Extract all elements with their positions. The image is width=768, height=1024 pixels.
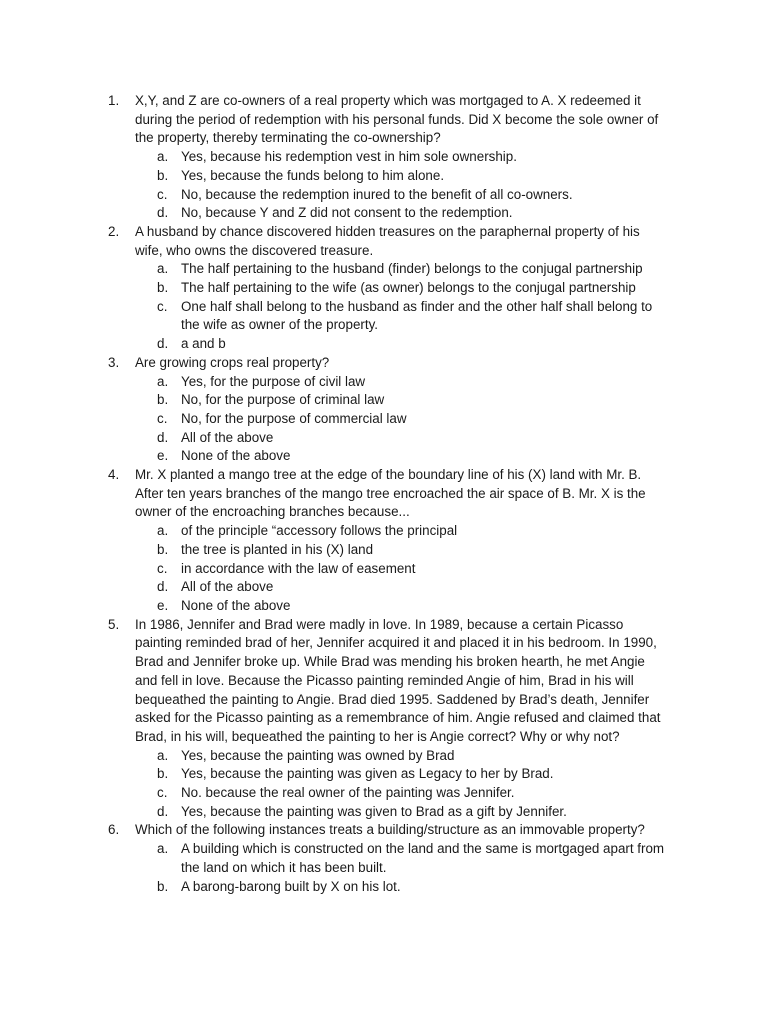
choice-text: The half pertaining to the wife (as owner) belongs to the conjugal partnership (181, 280, 636, 296)
question-number: 3. (108, 354, 120, 370)
choice-letter: b. (157, 392, 169, 408)
choice-letter: a. (157, 373, 169, 389)
answer-choice (135, 878, 668, 897)
choice-text: One half shall belong to the husband as finder and the other half shall belong to the wife as owner of the property. (181, 298, 653, 333)
choice-letter: c. (157, 186, 168, 202)
choice-text: No. because the real owner of the painting was Jennifer. (181, 785, 515, 801)
question-number: 4. (108, 467, 120, 483)
choice-letter: a. (157, 523, 169, 539)
choice-letter: d. (157, 336, 169, 352)
answer-choice (135, 447, 668, 466)
choice-letter: e. (157, 448, 169, 464)
choice-text: No, for the purpose of criminal law (181, 392, 385, 408)
choice-letter: a. (157, 261, 169, 277)
choice-text: of the principle “accessory follows the principal (181, 523, 458, 539)
choice-text: a and b (181, 336, 226, 352)
choice-letter: a. (157, 841, 169, 857)
choice-list (135, 260, 668, 354)
choice-text: Yes, because the painting was given to Brad as a gift by Jennifer. (181, 803, 567, 819)
question-number: 5. (108, 616, 120, 632)
choice-letter: b. (157, 167, 169, 183)
answer-choice (135, 204, 668, 223)
choice-letter: a. (157, 747, 169, 763)
answer-choice (135, 784, 668, 803)
answer-choice (135, 148, 668, 167)
answer-choice (135, 186, 668, 205)
choice-letter: d. (157, 579, 169, 595)
question-text: A husband by chance discovered hidden treasures on the paraphernal property of his wife, who owns the discovered treasure. (135, 223, 640, 258)
choice-text: Yes, for the purpose of civil law (181, 373, 366, 389)
choice-letter: d. (157, 429, 169, 445)
answer-choice (135, 391, 668, 410)
question-text: Which of the following instances treats a building/structure as an immovable property? (135, 822, 645, 838)
answer-choice (135, 410, 668, 429)
choice-text: The half pertaining to the husband (finder) belongs to the conjugal partnership (181, 261, 643, 277)
answer-choice (135, 747, 668, 766)
choice-letter: b. (157, 878, 169, 894)
question-item (108, 223, 668, 354)
question-list (108, 92, 668, 896)
choice-text: All of the above (181, 579, 274, 595)
question-text: In 1986, Jennifer and Brad were madly in love. In 1989, because a certain Picasso painting reminded brad of her, Jennifer acquired it and placed it in his bedroom. In 1990, Brad and Jennifer broke up. While Brad was mending his broken hearth, he met Angie and fell in love. Because the Picasso painting reminded Angie of him, Brad in his will bequeathed the painting to Angie. Brad died 1995. Saddened by Brad’s death, Jennifer asked for the Picasso painting as a remembrance of him. Angie refused and claimed that Brad, in his will, bequeathed the painting to her is Angie correct? Why or why not? (135, 616, 661, 744)
question-item (108, 821, 668, 896)
answer-choice (135, 373, 668, 392)
question-item (108, 92, 668, 223)
choice-letter: d. (157, 803, 169, 819)
choice-letter: d. (157, 205, 169, 221)
choice-text: in accordance with the law of easement (181, 560, 416, 576)
question-number: 6. (108, 822, 120, 838)
choice-letter: a. (157, 149, 169, 165)
choice-list (135, 747, 668, 822)
answer-choice (135, 541, 668, 560)
question-text: Mr. X planted a mango tree at the edge of the boundary line of his (X) land with Mr. B. After ten years branches of the mango tree encroached the air space of B. Mr. X is the owner of the encroaching branches because... (135, 467, 646, 520)
answer-choice (135, 597, 668, 616)
question-item (108, 616, 668, 822)
answer-choice (135, 578, 668, 597)
choice-text: A barong-barong built by X on his lot. (181, 878, 401, 894)
choice-text: None of the above (181, 448, 291, 464)
choice-text: No, because Y and Z did not consent to the redemption. (181, 205, 513, 221)
answer-choice (135, 260, 668, 279)
choice-text: Yes, because the painting was owned by Brad (181, 747, 455, 763)
answer-choice (135, 522, 668, 541)
question-number: 2. (108, 223, 120, 239)
choice-letter: c. (157, 785, 168, 801)
choice-text: Yes, because the funds belong to him alone. (181, 167, 445, 183)
answer-choice (135, 167, 668, 186)
choice-letter: c. (157, 410, 168, 426)
answer-choice (135, 765, 668, 784)
choice-list (135, 148, 668, 223)
choice-text: the tree is planted in his (X) land (181, 541, 374, 557)
question-item (108, 354, 668, 466)
question-number: 1. (108, 93, 120, 108)
question-item (108, 466, 668, 616)
answer-choice (135, 298, 668, 335)
answer-choice (135, 803, 668, 822)
choice-text: All of the above (181, 429, 274, 445)
choice-text: Yes, because his redemption vest in him sole ownership. (181, 149, 517, 165)
choice-letter: c. (157, 298, 168, 314)
choice-text: No, because the redemption inured to the benefit of all co-owners. (181, 186, 573, 202)
choice-list (135, 840, 668, 896)
answer-choice (135, 335, 668, 354)
choice-text: Yes, because the painting was given as Legacy to her by Brad. (181, 766, 554, 782)
choice-text: A building which is constructed on the land and the same is mortgaged apart from the land on which it has been built. (181, 841, 665, 875)
choice-text: None of the above (181, 597, 291, 613)
answer-choice (135, 560, 668, 579)
answer-choice (135, 840, 668, 877)
question-text: X,Y, and Z are co-owners of a real property which was mortgaged to A. X redeemed it during the period of redemption with his personal funds. Did X become the sole owner of the property, thereby terminating the co-ownership? (135, 93, 659, 146)
choice-list (135, 373, 668, 467)
question-text: Are growing crops real property? (135, 354, 330, 370)
choice-text: No, for the purpose of commercial law (181, 410, 407, 426)
choice-letter: c. (157, 560, 168, 576)
choice-letter: b. (157, 766, 169, 782)
answer-choice (135, 279, 668, 298)
choice-letter: e. (157, 597, 169, 613)
choice-letter: b. (157, 541, 169, 557)
answer-choice (135, 429, 668, 448)
choice-list (135, 522, 668, 616)
choice-letter: b. (157, 280, 169, 296)
